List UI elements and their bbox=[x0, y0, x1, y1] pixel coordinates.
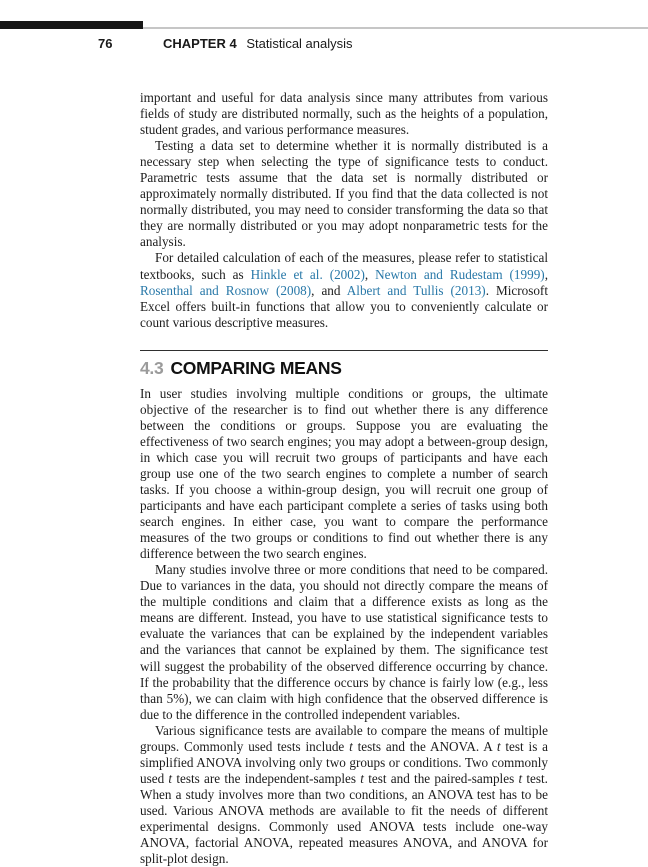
paragraph bbox=[140, 386, 548, 563]
text-run: , bbox=[364, 266, 376, 282]
section-number: 4.3 bbox=[140, 357, 164, 378]
section-heading-block bbox=[140, 350, 548, 379]
citation-link[interactable]: Rosenthal and Rosnow (2008) bbox=[140, 282, 312, 298]
text-run: In user studies involving multiple conditions or groups, the ultimate objective of the researcher is to find out whether there is any difference between the conditions or groups. Suppose you are evaluating the effectiveness of two search engines; you may adopt a between-group design, in which case you will recruit two groups of participants and have each group use one of the two search engines to complete a number of search tasks. If you choose a within-group design, you will recruit one group of participants and have each participant complete a series of tasks using both search engines. In either case, you want to compare the performance measures of the two groups or conditions to find out whether there is any difference between the two search engines. bbox=[140, 385, 548, 562]
citation-link[interactable]: Hinkle et al. (2002) bbox=[250, 266, 365, 282]
paragraph bbox=[140, 90, 548, 138]
text-run: test. When a study involves more than two conditions, an ANOVA test has to be used. Various ANOVA methods are available to fit the needs of different experimental designs. Commonly used ANOVA tests include one-way ANOVA, factorial ANOVA, repeated measures ANOVA, and ANOVA for split-plot design. bbox=[140, 770, 548, 867]
text-run: Many studies involve three or more conditions that need to be compared. Due to variances in the data, you should not directly compare the means of the multiple conditions and claim that a difference exists as long as the means are different. Instead, you have to use statistical significance tests to evaluate the variances that can be explained by the independent variables and the variances that cannot be explained by them. The significance test will suggest the probability of the observed difference occurring by chance. If the probability that the difference occurs by chance is fairly low (e.g., less than 5%), we can claim with high confidence that the observed difference is due to the difference in the controlled independent variables. bbox=[140, 562, 548, 722]
running-head bbox=[0, 36, 648, 54]
text-run: important and useful for data analysis since many attributes from various fields of study are distributed normally, such as the heights of a population, student grades, and various performance measures. bbox=[140, 90, 548, 138]
paragraph bbox=[140, 250, 548, 330]
section-title: COMPARING MEANS bbox=[170, 357, 342, 378]
text-run: tests and the ANOVA. A bbox=[352, 738, 497, 754]
text-run: tests are the independent-samples bbox=[172, 770, 361, 786]
text-run: Testing a data set to determine whether it is normally distributed is a necessary step when selecting the type of significance tests to conduct. Parametric tests assume that the data set is normally distributed or approximately normally distributed. If you find that the data collected is not normally distributed, you may need to consider transforming the data so that they are normally distributed or you may adopt nonparametric tests for the analysis. bbox=[140, 138, 548, 250]
text-run: . Microsoft Excel offers built-in functions that allow you to conveniently calculate or count various descriptive measures. bbox=[140, 282, 548, 330]
top-decoration bbox=[0, 21, 648, 29]
page-body bbox=[140, 90, 548, 867]
italic-term: t bbox=[349, 738, 353, 754]
page-number: 76 bbox=[98, 36, 113, 51]
section-rule bbox=[140, 350, 548, 351]
text-run: test is a simplified ANOVA involving only two groups or conditions. Two commonly used bbox=[140, 738, 548, 786]
text-run: Various significance tests are available to compare the means of multiple groups. Commonly used tests include bbox=[140, 722, 548, 754]
chapter-title: Statistical analysis bbox=[246, 36, 353, 51]
text-run: test and the paired-samples bbox=[363, 770, 519, 786]
paragraph bbox=[140, 562, 548, 722]
section-heading bbox=[140, 358, 548, 379]
italic-term: t bbox=[168, 770, 173, 786]
italic-term: t bbox=[518, 770, 523, 786]
citation-link[interactable]: Newton and Rudestam (1999) bbox=[375, 266, 545, 282]
paragraph bbox=[140, 138, 548, 250]
paragraph bbox=[140, 723, 548, 867]
text-run: , and bbox=[311, 282, 347, 298]
section-paragraphs bbox=[140, 386, 548, 867]
intro-paragraphs bbox=[140, 90, 548, 331]
text-run: For detailed calculation of each of the measures, please refer to statistical textbooks, such as bbox=[140, 250, 548, 282]
italic-term: t bbox=[496, 738, 501, 754]
text-run: , bbox=[544, 266, 549, 282]
italic-term: t bbox=[360, 770, 364, 786]
chapter-heading bbox=[163, 36, 353, 51]
top-accent-bar bbox=[0, 21, 143, 29]
chapter-label: CHAPTER 4 bbox=[163, 36, 237, 51]
citation-link[interactable]: Albert and Tullis (2013) bbox=[346, 282, 486, 298]
